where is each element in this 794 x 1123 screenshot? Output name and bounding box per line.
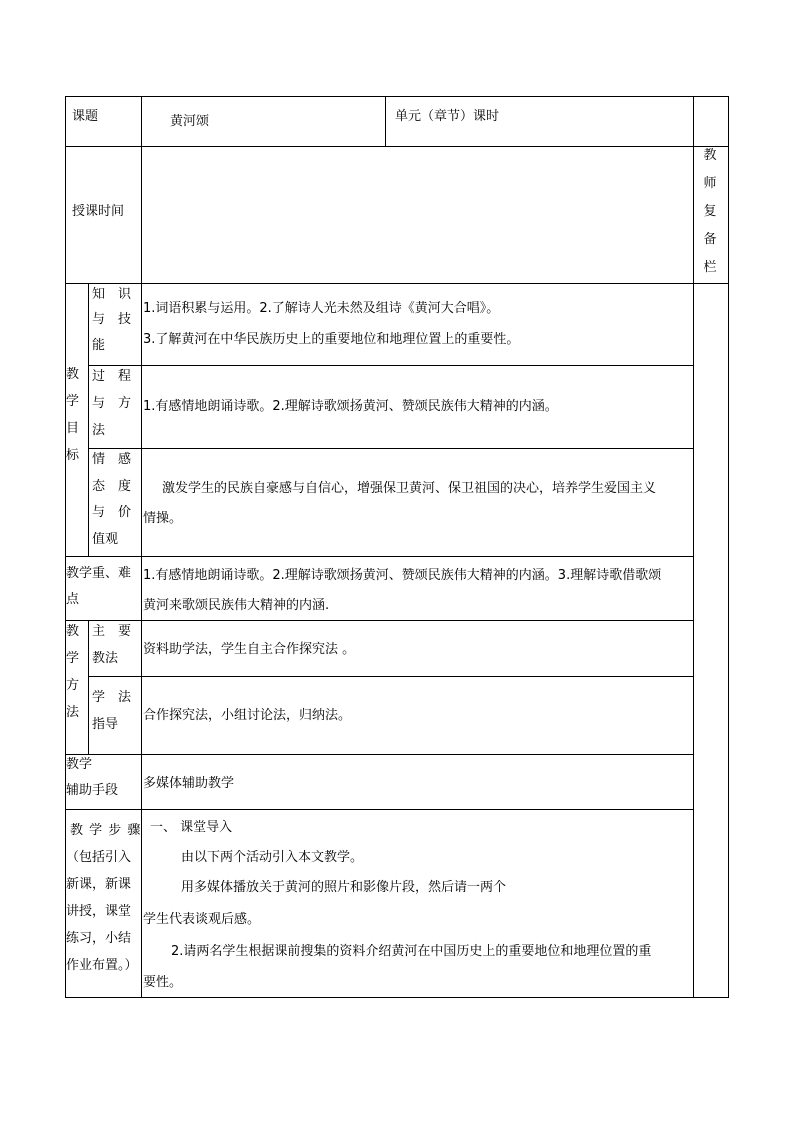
steps-text: 用多媒体播放关于黄河的照片和影像片段，然后请一两个 (181, 880, 507, 895)
objectives-label-char: 目 (66, 421, 80, 436)
main-method-label: 主 要 (92, 624, 132, 639)
teacher-col-char: 栏 (703, 260, 717, 275)
knowledge-text: 3.了解黄河在中华民族历史上的重要地位和地理位置上的重要性。 (143, 332, 520, 347)
table-border (88, 365, 693, 366)
teacher-col-char: 教 (703, 148, 717, 163)
knowledge-text: 1.词语积累与运用。2.了解诗人光未然及组诗《黄河大合唱》。 (143, 301, 500, 316)
knowledge-label: 与 技 (92, 312, 132, 327)
table-border (65, 556, 693, 557)
study-method-label: 指导 (92, 717, 119, 732)
steps-label: 作业布置。） (66, 958, 138, 973)
table-border (385, 96, 386, 147)
key-points-label: 教学重、难 (66, 566, 132, 581)
methods-label-char: 方 (66, 678, 80, 693)
main-method-label: 教法 (92, 651, 119, 666)
table-border (65, 283, 729, 284)
steps-text: 一、 课堂导入 (150, 820, 233, 835)
objectives-label-char: 学 (66, 394, 80, 409)
emotion-label: 值观 (92, 532, 119, 547)
emotion-label: 情 感 (92, 452, 132, 467)
methods-label-char: 法 (66, 705, 80, 720)
table-border (65, 146, 729, 147)
methods-label-char: 学 (66, 651, 80, 666)
time-label: 授课时间 (72, 204, 125, 219)
steps-label: 练习，小结 (66, 931, 132, 946)
table-border (65, 754, 693, 755)
methods-label-char: 教 (66, 624, 80, 639)
emotion-text: 激发学生的民族自豪感与自信心，增强保卫黄河、保卫祖国的决心，培养学生爱国主义 (162, 481, 657, 496)
teacher-col-char: 师 (703, 176, 717, 191)
topic-value: 黄河颂 (170, 114, 210, 129)
table-border (141, 96, 142, 998)
steps-text: 学生代表谈观后感。 (143, 912, 261, 927)
main-method-text: 资料助学法，学生自主合作探究法 。 (143, 642, 356, 657)
table-border (65, 997, 729, 998)
knowledge-label: 知 识 (92, 287, 132, 302)
key-points-text: 黄河来歌颂民族伟大精神的内涵. (143, 598, 330, 613)
emotion-label: 与 价 (92, 505, 132, 520)
steps-text: 要性。 (143, 975, 183, 990)
process-label: 过 程 (92, 369, 132, 384)
table-border (88, 676, 693, 677)
objectives-label-char: 教 (66, 367, 80, 382)
table-border (65, 96, 729, 97)
objectives-label-char: 标 (66, 448, 80, 463)
topic-label: 课题 (72, 109, 99, 124)
aids-label: 教学 (66, 757, 93, 772)
steps-label: 新课，新课 (66, 877, 132, 892)
study-method-text: 合作探究法，小组讨论法，归纳法。 (143, 708, 352, 723)
steps-text: 2.请两名学生根据课前搜集的资料介绍黄河在中国历史上的重要地位和地理位置的重 (171, 944, 652, 959)
teacher-col-char: 备 (703, 232, 717, 247)
process-label: 与 方 (92, 396, 132, 411)
table-border (88, 283, 89, 556)
study-method-label: 学 法 (92, 690, 132, 705)
unit-label: 单元（章节）课时 (395, 109, 500, 124)
process-label: 法 (92, 423, 106, 438)
steps-label: （包括引入 (66, 850, 132, 865)
table-border (88, 448, 693, 449)
steps-label: 教 学 步 骤 (70, 823, 142, 838)
aids-label: 辅助手段 (66, 783, 119, 798)
table-border (693, 96, 694, 998)
table-border (88, 620, 89, 754)
steps-text: 由以下两个活动引入本文教学。 (181, 850, 364, 865)
knowledge-label: 能 (92, 338, 106, 353)
table-border (65, 809, 693, 810)
emotion-label: 态 度 (92, 479, 132, 494)
table-border (728, 96, 729, 998)
process-text: 1.有感情地朗诵诗歌。2.理解诗歌颂扬黄河、赞颂民族伟大精神的内涵。 (143, 399, 558, 414)
key-points-label: 点 (66, 592, 80, 607)
steps-label: 讲授，课堂 (66, 904, 132, 919)
emotion-text: 情操。 (143, 511, 183, 526)
key-points-text: 1.有感情地朗诵诗歌。2.理解诗歌颂扬黄河、赞颂民族伟大精神的内涵。3.理解诗歌借歌颂 (143, 568, 662, 583)
table-border (65, 620, 693, 621)
aids-text: 多媒体辅助教学 (143, 776, 235, 791)
teacher-col-char: 复 (703, 204, 717, 219)
